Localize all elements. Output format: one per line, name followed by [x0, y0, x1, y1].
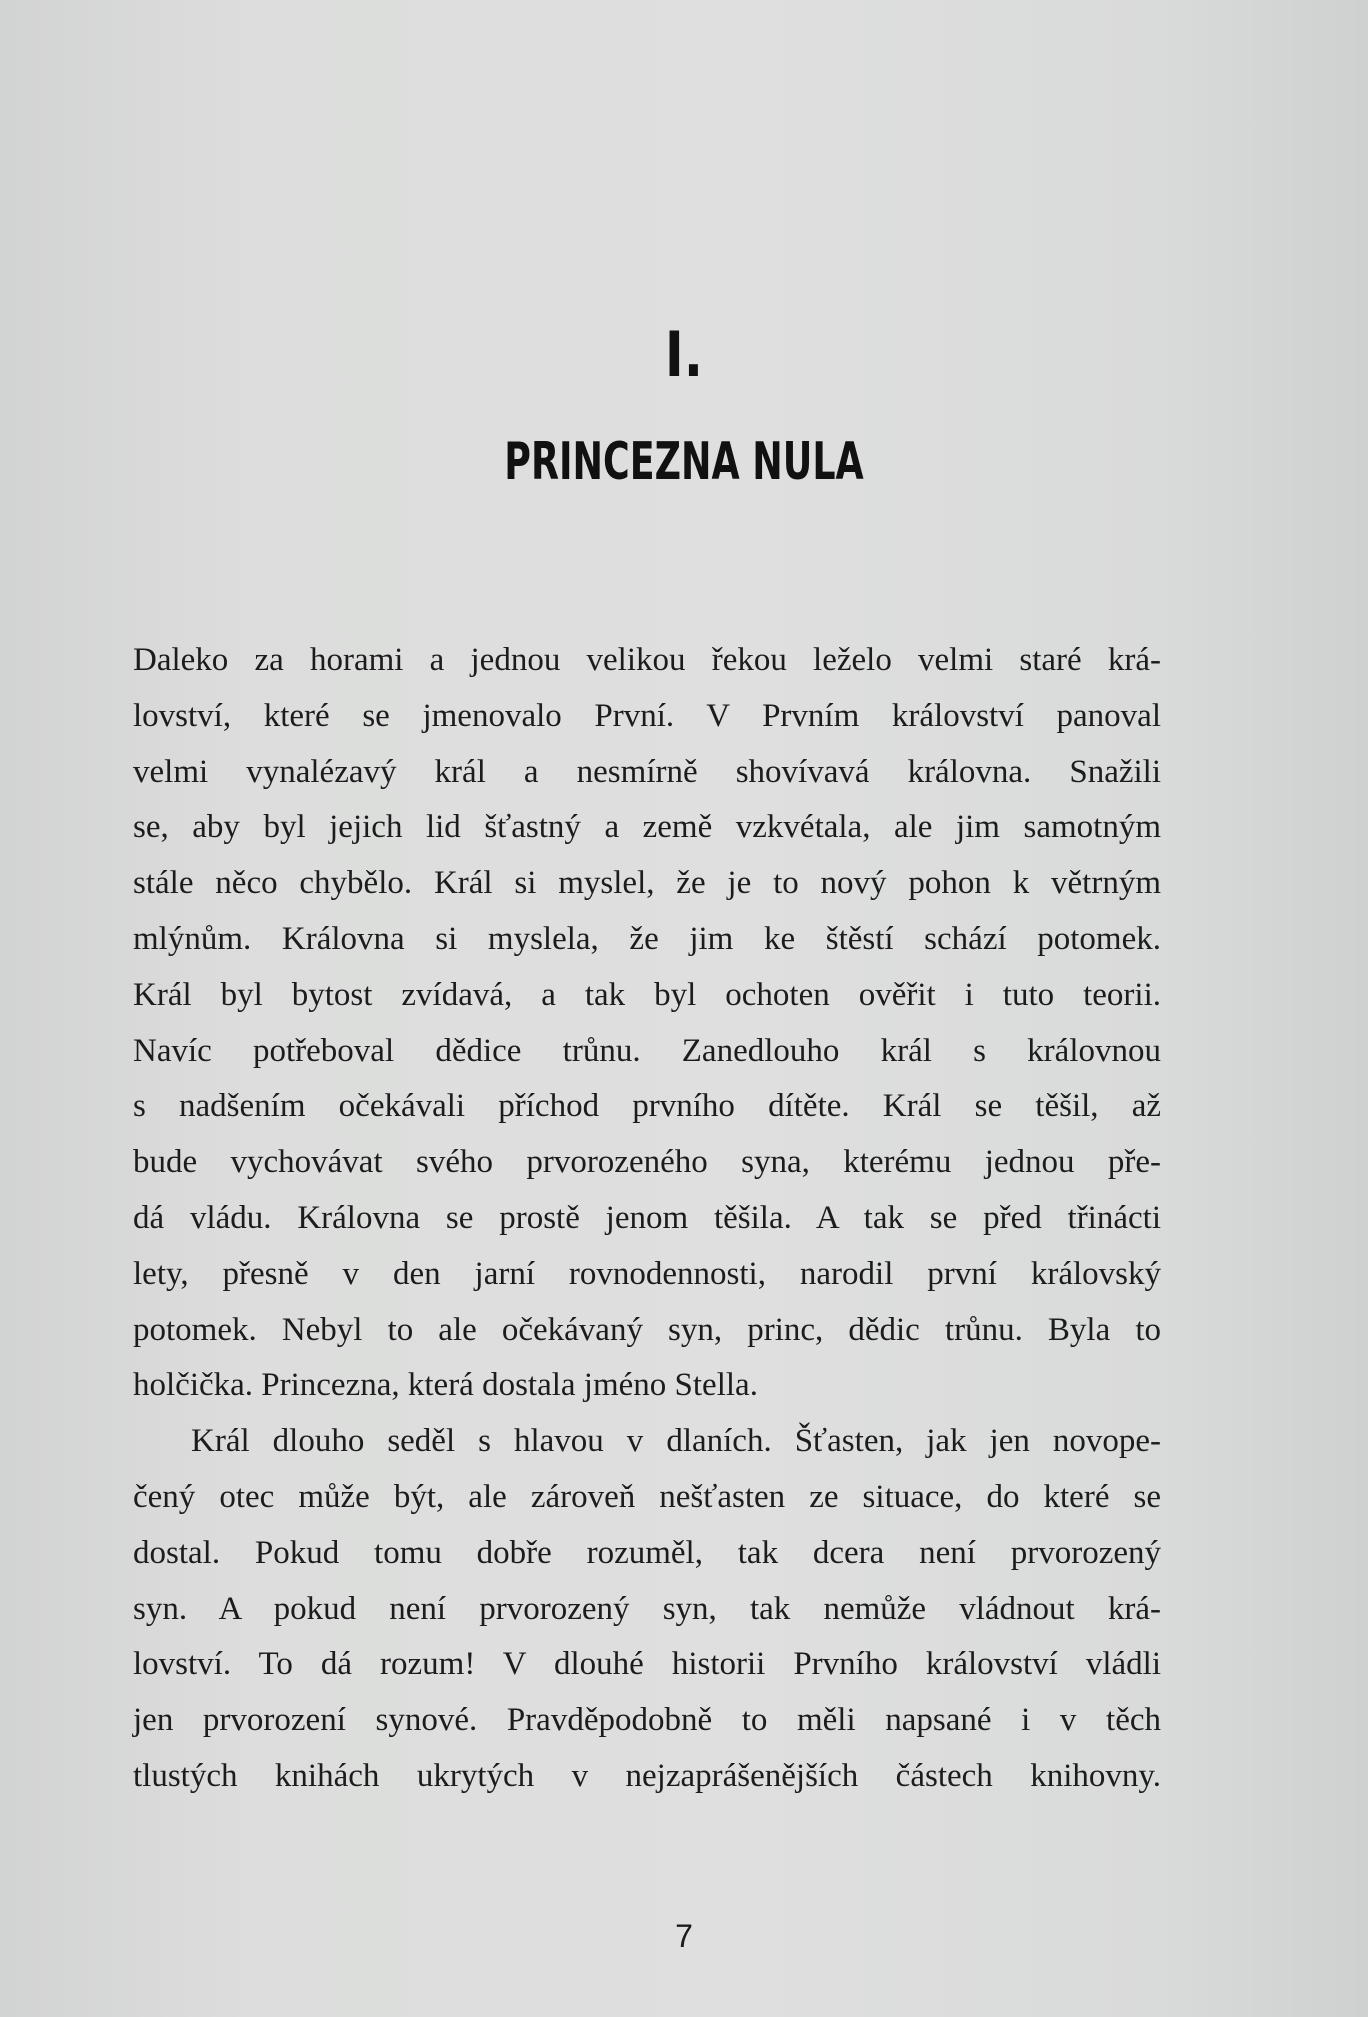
text-line: dá vládu. Královna se prostě jenom těšila. A tak se před třinácti [133, 1199, 1161, 1236]
text-line: bude vychovávat svého prvorozeného syna, kterému jednou pře- [133, 1144, 1161, 1181]
chapter-body [133, 633, 1161, 1805]
text-line: Navíc potřeboval dědice trůnu. Zanedlouho král s královnou [133, 1032, 1161, 1069]
text-line: lety, přesně v den jarní rovnodennosti, narodil první královský [133, 1255, 1161, 1292]
text-line: Král byl bytost zvídavá, a tak byl ochoten ověřit i tuto teorii. [133, 976, 1161, 1013]
page-number: 7 [675, 1918, 693, 1954]
text-line: se, aby byl jejich lid šťastný a země vzkvétala, ale jim samotným [133, 809, 1161, 846]
chapter-number: I. [664, 318, 704, 391]
text-line: jen prvorození synové. Pravděpodobně to měli napsané i v těch [133, 1702, 1161, 1739]
text-line: tlustých knihách ukrytých v nejzaprášenějších částech knihovny. [133, 1757, 1161, 1794]
text-line: syn. A pokud není prvorozený syn, tak nemůže vládnout krá- [133, 1590, 1161, 1627]
text-line: lovství, které se jmenovalo První. V Prvním království panoval [133, 697, 1161, 734]
text-line: lovství. To dá rozum! V dlouhé historii Prvního království vládli [133, 1646, 1161, 1683]
text-line: holčička. Princezna, která dostala jméno Stella. [133, 1367, 758, 1404]
chapter-title: PRINCEZNA NULA [504, 432, 864, 492]
text-line: s nadšením očekávali příchod prvního dítěte. Král se těšil, až [133, 1088, 1161, 1125]
text-line: dostal. Pokud tomu dobře rozuměl, tak dcera není prvorozený [133, 1534, 1161, 1571]
text-line: mlýnům. Královna si myslela, že jim ke štěstí schází potomek. [133, 920, 1161, 957]
text-line: stále něco chybělo. Král si myslel, že je to nový pohon k větrným [133, 865, 1161, 902]
text-line: potomek. Nebyl to ale očekávaný syn, princ, dědic trůnu. Byla to [133, 1311, 1161, 1348]
text-line: čený otec může být, ale zároveň nešťasten ze situace, do které se [133, 1478, 1161, 1515]
text-line: velmi vynalézavý král a nesmírně shovívavá královna. Snažili [133, 753, 1161, 790]
text-line: Král dlouho seděl s hlavou v dlaních. Šťasten, jak jen novope- [191, 1423, 1161, 1460]
text-line: Daleko za horami a jednou velikou řekou leželo velmi staré krá- [133, 642, 1161, 678]
